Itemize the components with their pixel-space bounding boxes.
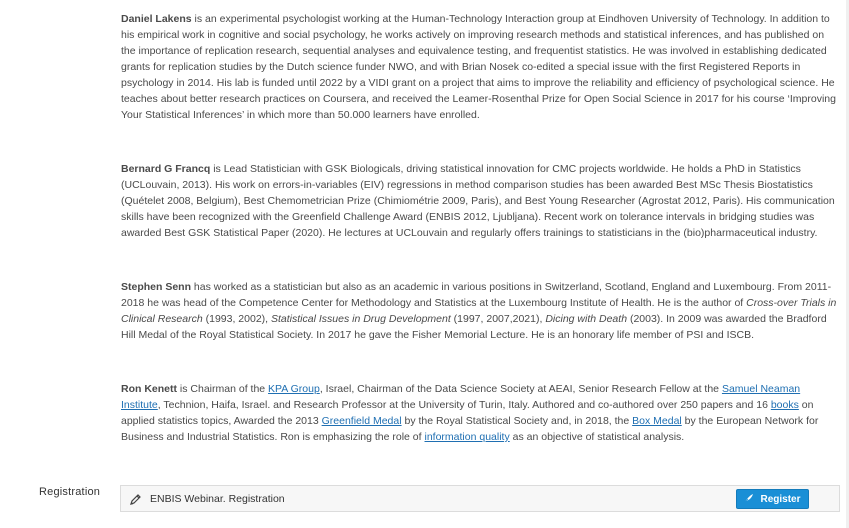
bio-text: is Lead Statistician with GSK Biologicals, driving statistical innovation for CMC projects worldwide. He holds a PhD in Statistics (UCLouvain, 2013). His work on errors-in-variables (EIV) regressions in method comparison studies has been awarded Best MSc Thesis Biostatistics (Quételet 2008, Belgium), Best Chemometrician Prize (Chimiométrie 2009, Paris), and Best Young Researcher (Agrostat 2012, Paris). His communication skills have been recognized with the Greenfield Challenge Award (ENBIS 2012, Ljubljana). Recent work on tolerance intervals in bridging studies was awarded Best GSK Statistical Paper (2020). He lectures at UCLouvain and regularly offers trainings to statisticians in the (bio)pharmaceutical industry. [121, 163, 835, 239]
bio-text: is an experimental psychologist working at the Human-Technology Interaction group at Eindhoven University of Technology. In addition to his empirical work in cognitive and social psychology, he works actively on improving research methods and statistical inferences, and has published on the importance of replication research, sequential analyses and equivalence testing, and frequentist statistics. He was involved in establishing dedicated grants for replication studies by the Dutch science funder NWO, and with Brian Nosek co-edited a special issue with the first Registered Reports in psychology in 2014. His lab is funded until 2022 by a VIDI grant on a project that aims to improve the reliability and efficiency of psychological science. He teaches about better research practices on Coursera, and received the Leamer-Rosenthal Prize for Open Social Science in 2017 for his course ‘Improving Your Statistical Inferences’ in which more than 50.000 learners have enrolled. [121, 13, 836, 121]
bio-text: has worked as a statistician but also as an academic in various positions in Switzerland, Scotland, England and Luxembourg. From 2011-2018 he was head of the Competence Center for Methodology and Statistics at the Luxembourg Institute of Health. He is the author of [121, 281, 832, 309]
bio-francq [121, 161, 840, 241]
link-samuel-neaman-institute[interactable]: Samuel Neaman Institute [121, 383, 801, 411]
register-button-label: Register [760, 493, 801, 505]
book-title: Dicing with Death [545, 313, 628, 325]
registration-label: Registration [39, 486, 101, 498]
speaker-name: Bernard G Francq [121, 163, 211, 175]
bio-kenett [121, 381, 840, 445]
link-information-quality[interactable]: information quality [424, 431, 510, 443]
bio-text: (2003). In 2009 was awarded the Bradford Hill Medal of the Royal Statistical Society. In 2017 he gave the Fisher Memorial Lecture. He is an honorary life member of PSI and ISCB. [121, 313, 827, 341]
link-greenfield-medal[interactable]: Greenfield Medal [321, 415, 402, 427]
speaker-name: Ron Kenett [121, 383, 177, 395]
bio-text: on applied statistics topics, Awarded the 2013 [121, 399, 814, 427]
link-kpa-group[interactable]: KPA Group [268, 383, 320, 395]
bio-text: as an objective of statistical analysis. [509, 431, 685, 443]
bio-text: by the European Network for Business and Industrial Statistics. Ron is emphasizing the role of [121, 415, 819, 443]
speaker-name: Daniel Lakens [121, 13, 192, 25]
bio-lakens [121, 11, 840, 123]
registration-widget [120, 485, 840, 512]
link-books[interactable]: books [770, 399, 799, 411]
speaker-bios [121, 11, 840, 445]
book-title: Cross-over Trials in Clinical Research [121, 297, 837, 325]
bio-text: (1997, 2007,2021), [450, 313, 546, 325]
register-button[interactable] [736, 489, 809, 509]
speaker-name: Stephen Senn [121, 281, 192, 293]
feather-icon [744, 493, 754, 506]
bio-text: , Technion, Haifa, Israel. and Research Professor at the University of Turin, Italy. Authored and co-authored over 250 papers and 16 [157, 399, 771, 411]
bio-text: , Israel, Chairman of the Data Science Society at AEAI, Senior Research Fellow at the [319, 383, 722, 395]
bio-text: is Chairman of the [177, 383, 269, 395]
registration-title: ENBIS Webinar. Registration [150, 493, 285, 505]
pen-icon [130, 492, 142, 504]
bio-senn [121, 279, 840, 343]
link-box-medal[interactable]: Box Medal [632, 415, 682, 427]
book-title: Statistical Issues in Drug Development [271, 313, 451, 325]
bio-text: by the Royal Statistical Society and, in 2018, the [401, 415, 633, 427]
bio-text: (1993, 2002), [202, 313, 271, 325]
